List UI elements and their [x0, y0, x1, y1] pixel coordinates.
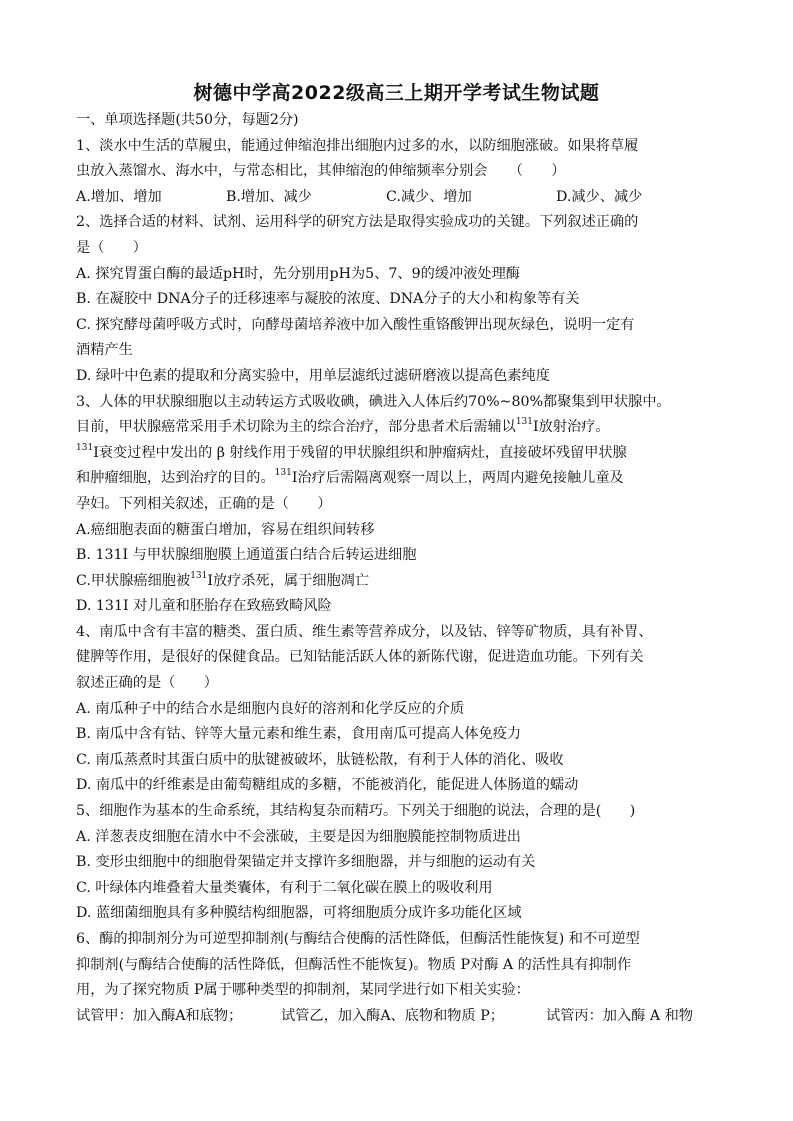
trial-bing: 试管丙：加入酶 A 和物: [546, 1007, 693, 1024]
trial-jia: 试管甲：加入酶A和底物；: [76, 1007, 243, 1024]
q3-stem-line3: $^{131}$I衰变过程中发出的 β 射线作用于残留的甲状腺组织和肿瘤病灶，直接破坏残留甲状腺: [76, 442, 627, 461]
q3-option-b: B. 131I 与甲状腺细胞膜上通道蛋白结合后转运进细胞: [76, 547, 417, 564]
isotope-mass: 131: [190, 570, 208, 581]
q5-option-c: C. 叶绿体内堆叠着大量类囊体，有利于二氧化碳在膜上的吸收利用: [76, 879, 493, 896]
q1-stem-line1: 1、淡水中生活的草履虫，能通过伸缩泡排出细胞内过多的水，以防细胞涨破。如果将草履: [76, 137, 639, 154]
q1-option-c: C.减少、增加: [386, 188, 472, 205]
q1-option-a: A.增加、增加: [76, 188, 162, 205]
q4-stem-line3: 叙述正确的是（ ）: [76, 675, 218, 692]
isotope-mass: 131: [76, 442, 94, 453]
q6-stem-line3: 用，为了探究物质 P属于哪种类型的抑制剂，某同学进行如下相关实验：: [76, 982, 530, 999]
q4-stem-line2: 健脾等作用，是很好的保健食品。已知钴能活跃人体的新陈代谢，促进造血功能。下列有关: [76, 649, 644, 666]
section-heading: 一、单项选择题(共50分，每题2分): [76, 112, 299, 128]
q4-option-a: A. 南瓜种子中的结合水是细胞内良好的溶剂和化学反应的介质: [76, 700, 465, 717]
q1-stem-line2: 虫放入蒸馏水、海水中，与常态相比，其伸缩泡的伸缩频率分别会 （ ）: [76, 163, 566, 180]
trial-yi: 试管乙，加入酶A、底物和物质 P；: [281, 1007, 504, 1024]
q2-option-b: B. 在凝胶中 DNA分子的迁移速率与凝胶的浓度、DNA分子的大小和构象等有关: [76, 291, 580, 308]
exam-title: 树德中学高2022级高三上期开学考试生物试题: [193, 82, 600, 104]
q5-option-d: D. 蓝细菌细胞具有多种膜结构细胞器，可将细胞质分成许多功能化区域: [76, 905, 522, 922]
q5-option-b: B. 变形虫细胞中的细胞骨架锚定并支撑许多细胞器，并与细胞的运动有关: [76, 854, 536, 871]
q2-stem-line2: 是（ ）: [76, 239, 147, 256]
q2-stem-line1: 2、选择合适的材料、试剂、运用科学的研究方法是取得实验成功的关键。下列叙述正确的: [76, 214, 639, 231]
q4-option-d: D. 南瓜中的纤维素是由葡萄糖组成的多糖，不能被消化，能促进人体肠道的蠕动: [76, 777, 579, 794]
q6-trials: [76, 1004, 726, 1030]
q1-options: [76, 185, 726, 211]
q1-option-b: B.增加、减少: [226, 188, 312, 205]
q4-option-b: B. 南瓜中含有钴、锌等大量元素和维生素，食用南瓜可提高人体免疫力: [76, 726, 522, 743]
q5-stem: 5、细胞作为基本的生命系统，其结构复杂而精巧。下列关于细胞的说法，合理的是( ): [76, 803, 636, 820]
exam-content: [76, 108, 726, 1029]
q3-stem-line2: 目前，甲状腺癌常采用手术切除为主的综合治疗，部分患者术后需辅以$^{131}$I放射治疗。: [76, 417, 610, 436]
q4-option-c: C. 南瓜蒸煮时其蛋白质中的肽键被破坏，肽链松散，有利于人体的消化、吸收: [76, 751, 564, 768]
q2-option-c-line1: C. 探究酵母菌呼吸方式时，向酵母菌培养液中加入酸性重铬酸钾出现灰绿色，说明一定有: [76, 316, 635, 333]
q2-option-d: D. 绿叶中色素的提取和分离实验中，用单层滤纸过滤研磨液以提高色素纯度: [76, 367, 550, 384]
q2-option-a: A. 探究胃蛋白酶的最适pH时，先分别用pH为5、7、9的缓冲液处理酶: [76, 265, 520, 282]
q4-stem-line1: 4、南瓜中含有丰富的糖类、蛋白质、维生素等营养成分，以及钴、锌等矿物质，具有补胃、: [76, 623, 653, 640]
q3-stem-line1: 3、人体的甲状腺细胞以主动转运方式吸收碘，碘进入人体后约70%~80%都聚集到甲状腺中。: [76, 393, 671, 410]
q3-option-d: D. 131I 对儿童和胚胎存在致癌致畸风险: [76, 598, 332, 615]
q5-option-a: A. 洋葱表皮细胞在清水中不会涨破，主要是因为细胞膜能控制物质进出: [76, 828, 521, 845]
q6-stem-line2: 抑制剂(与酶结合使酶的活性降低，但酶活性不能恢复)。物质 P对酶 A 的活性具有抑制作: [76, 956, 632, 973]
q3-stem-line4: 和肿瘤细胞，达到治疗的目的。$^{131}$I治疗后需隔离观察一周以上，两周内避免接触儿童及: [76, 468, 624, 487]
q3-stem-line5: 孕妇。下列相关叙述，正确的是（ ）: [76, 495, 332, 512]
q6-stem-line1: 6、酶的抑制剂分为可逆型抑制剂(与酶结合使酶的活性降低，但酶活性能恢复) 和不可逆型: [76, 931, 640, 947]
q3-option-a: A.癌细胞表面的糖蛋白增加，容易在组织间转移: [76, 521, 375, 538]
isotope-mass: 131: [274, 468, 292, 479]
isotope-mass: 131: [515, 417, 534, 428]
q1-option-d: D.减少、减少: [556, 188, 643, 205]
q2-option-c-line2: 酒精产生: [76, 342, 133, 359]
q3-option-c: C.甲状腺癌细胞被$^{131}$I放疗杀死，属于细胞凋亡: [76, 570, 370, 589]
